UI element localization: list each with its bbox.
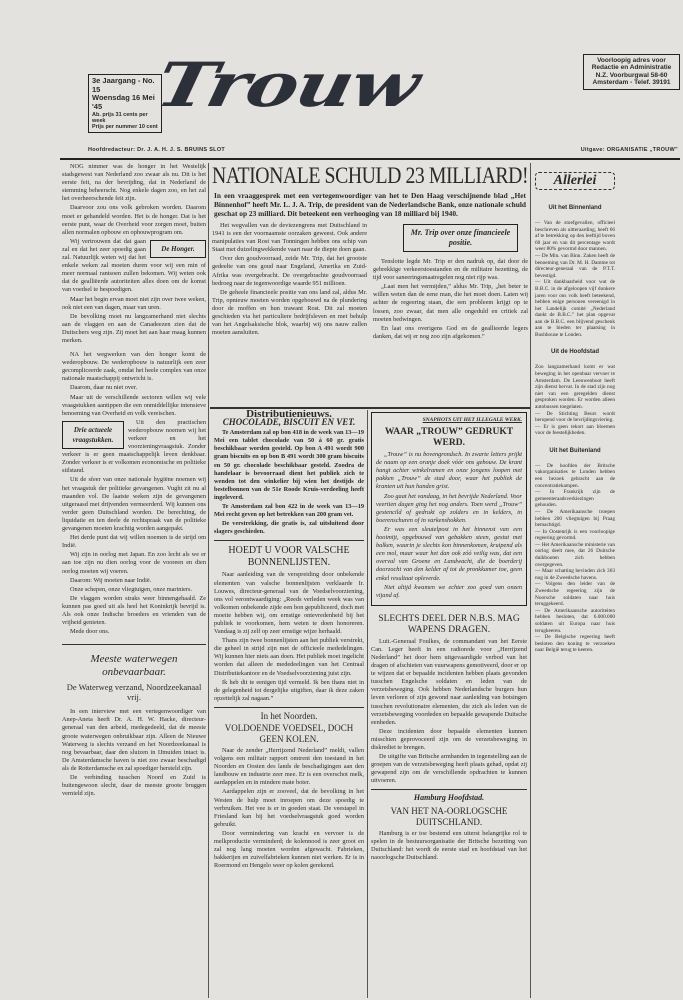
paragraph: Uit de sfeer van onze nationale hygiëne noemen wij het vraagstuk der politieke gevangenen. Vught zit nu al maanden vol. De laatste weken zijn de gevangenen uitgeraasd met drijvenden vermeerderd. Wij kunnen ons verder geen Duitschland worden. De berechting, de liquidatie en ten deele de rechtspraak van de politieke gevangenen moeten krachtig worden aangepakt. [62, 476, 206, 533]
right-middle-column [371, 412, 527, 998]
section-buitenland: Uit het Buitenland [549, 447, 601, 454]
column-rule [367, 410, 368, 998]
section-rule [210, 407, 530, 409]
address-line: Redactie en Administratie [591, 64, 672, 72]
main-headline: NATIONALE SCHULD 23 MILLIARD! [212, 163, 528, 188]
paragraph: Te Amsterdam zal op bon 418 in de week van 13—19 Mei een tablet chocolade van 50 à 60 gr. gratis beschikbaar worden gesteld. Op bon A 491 wordt 900 gram biscuits en op bon B 491 wordt 300 gram biscuits en 50 gr. chocolade beschikbaar gesteld. Zoodra de handelaar is bevoorraad dient het publiek zich te wenden tot den winkelier bij wien het destijds de bestelbonnen van de 51e Roode Kruis-verdeeling heeft ingeleverd. [214, 429, 364, 501]
paragraph: De verstrekking, die gratis is, zal uitsluitend door slagers geschieden. [214, 520, 364, 536]
hamburg-headline: VAN HET NA-OORLOGSCHE DUITSCHLAND. [390, 805, 508, 827]
address-box [583, 54, 680, 90]
issue-info-box [88, 74, 162, 133]
paragraph: NA het wegwerken van den honger komt de wederopbouw. De wederopbouw is natuurlijk een zeer gecompliceerde zaak, omdat het heele complex van onze nationale maatschappij ontwricht is. [62, 351, 206, 383]
column-rule [208, 163, 209, 998]
publisher-credit: Uitgave: ORGANISATIE „TROUW” [580, 147, 678, 153]
headline-waterwegen: Meeste waterwegen onbevaarbaar. [90, 653, 178, 679]
snapshot-headline: WAAR „TROUW” GEDRUKT WERD. [384, 427, 514, 449]
paragraph: Hamburg is er toe bestemd een uiterst belangrijke rol te spelen in de bestuursorganisatie der Britsche bezetting van Duitschland: het wordt de eerste stad en hoofdstad van het naoorlogsche Duitschland. [371, 829, 527, 861]
newspaper-logo: Trouw [149, 50, 425, 121]
paragraph: — De hoofden der Britsche vakorganisaties te Londen hebben een bezoek gebracht aan de concentratiekampen. — In Frankrijk zijn de gemeenteraadsverkiezingen gehouden. — De Amerikaansche troepen hebben 200 vliegtuigen bij Praag bemachtigd. — In Oostenrijk is een voorloopige regeering gevormd. — Het Amerikaansche ministerie van oorlog deelt mee, dat 26 Duitsche duikbooten zich hebben overgegeven. — Maar schatting bevinden zich 303 nog in de Zweedsche havens. — Volgens den leider van de Zweedsche regeering zijn de Noorsche soldaten naar huis teruggekeerd. — De Amerikaansche autoriteiten hebben besloten, dat 6.000.000 soldaten uit Europa naar huis terugkeeren. — De Belgische regeering heeft besloten den koning te verzoeken naar België terug te keeren. [535, 462, 615, 654]
main-article [212, 163, 528, 406]
paragraph: Over den goudvoorraad, zeide Mr. Trip, dat het grootste gedeelte van ons goud naar Engeland, Amerika en Zuid-Afrika was overgebracht. De overgebrachte goudvoorraad bedroeg naar de tegenwoordige waarde 951 millioen. [212, 255, 367, 287]
paragraph: Te Amsterdam zal bon 422 in de week van 13—19 Mei recht geven op het betrekken van 200 gram vet. [214, 503, 364, 519]
issue-number: 3e Jaargang - No. 15 [92, 76, 155, 94]
paragraph: Er was een sleutelpost in het binnenst van een hooimijt, opgebouwd van gebakken steen, gestut met balken, waarin je slechts kon binnenkomen, kruipend als een mol, maar waar het dan ook zóó veilig was, dat een overval van Groene en Landwacht, die de boerderij doorzocht van den kelder af tot de pronkkamer toe, geen enkel resultaat opleverde. [376, 525, 522, 582]
paragraph: In een interview met een vertegenwoordiger van Anep-Aneta heeft Dr. A. H. W. Hacke, directeur-generaal van den arbeid, medegedeeld, dat de meeste groote waterwegen onbruikbaar zijn. Alleen de Nieuwe Waterweg is slechts verzand en het Noordzeekanaal is nog bevaarbaar, daar den sluizen in IJmuiden intact is. De Amsterdamsche haven is niet zoo zwaar beschadigd als de Rotterdamsche en zal spoediger hersteld zijn. [62, 708, 206, 772]
main-headline-wrap [212, 163, 528, 189]
valsche-headline: HOEDT U VOOR VALSCHE BONNENLIJSTEN. [228, 545, 350, 569]
paragraph: Daarvoor zou ons volk gebroken worden. Daarom moet er gehandeld worden. Het is de honger. Dat is het eerste punt, waar de Overheid voor zorgen moet, buiten allen normalen opbouw en ophouwprogram om. [62, 204, 206, 236]
paragraph: De verbinding tusschen Noord en Zuid is buitengewoon slecht, daar de meeste groote bruggen vernield zijn. [62, 774, 206, 798]
paragraph: „Trouw” is nu bovengrondsch. In zwarte letters prijkt de naam op een oranje doek vóór ons gebouw. De krant hangt achter winkelramen en onze jongens loopen met pakken „Trouw” de stad door, waar het publiek de kranten uit hun handen grist. [376, 451, 522, 491]
paragraph: Maar het begin ervan moet niet zijn over twee weken, ook niet een van dagen, maar van uren. [62, 295, 206, 311]
snapshot-box [371, 412, 527, 606]
address-line: Voorloopig adres voor [597, 57, 666, 64]
editorial-column [62, 163, 206, 998]
paragraph: De bevolking moet nu langzamerhand niet slechts aan de vlaggen en aan de Canadeezen zien dat de Duitschers weg zijn. Zij moet het aan haar maag kunnen merken. [62, 312, 206, 344]
paragraph: Naar de zender „Herrijzend Nederland” meldt, vallen volgens een militair rapport omtrent den toestand in het Noorden en Oosten des lands de beschadigingen aan den landbouw en industrie zeer mee. Er is een overschot melk, aardappelen en in mindere mate boter. [214, 747, 364, 787]
divider [371, 789, 527, 790]
paragraph: „Laat men het vermijden,” aldus Mr. Trip, „het beter te willen weten dan de eene man, die het moet doen. Laten wij achter de regeering staan, die een probleem krijgt op te lossen, zoo zwaar, dat men alle ongeduld en critiek zal moeten bedwingen. [373, 283, 528, 323]
paragraph: En laat ons overigens God en de geallieerde legers danken, dat wij er nog zoo zijn afgekomen.” [373, 324, 528, 340]
main-article-col1 [212, 222, 367, 406]
issue-date: Woensdag 16 Mei '45 [92, 93, 155, 111]
paragraph: Zoo gaat het vandaag, in het bevrijde Nederland. Voor veertien dagen ging het nog anders. Toen werd „Trouw” gestencild of gedrukt op zolders en in kelders, in boerenschuren of in varkenshokken. [376, 492, 522, 524]
paragraph: Door vermindering van kracht en vervoer is de melkproductie verminderd; de kolennood is zeer groot en zal nog lang moeten worden afgewacht. Fabrieken, bakkerijen en zuivelfabrieken kunnen niet werken. Er is in Roermond en Hengelo weer op kolen gerekend. [214, 829, 364, 870]
callout-vraagstukken: Drie actueele vraagstukken. [62, 421, 124, 449]
address-line: N.Z. Voorburgwal 58-60 [595, 71, 668, 79]
paragraph: Tenslotte legde Mr. Trip er den nadruk op, dat door de gebrekkige verkeerstoestanden en de militaire bezetting, de tijd voor saneeringsmaatregelen nog niet rijp was. [373, 258, 528, 282]
paragraph: Mede door ons. [70, 628, 110, 636]
snapshot-label: SNAPHOTS UIT HET ILLEGALE WERK. [422, 417, 522, 423]
subscription-price: Ab. prijs 31 cents per week [92, 111, 148, 124]
distributie-subheadline: CHOCOLADE, BISCUIT EN VET. [222, 417, 356, 428]
paragraph: NOG nimmer was de honger in het Westelijk stadsgewest van Nederland zoo zwaar als nu. Dit is het eerste feit, na der bevrijding, dat in Nederland de stemming beheerscht. Nog enkele dagen zoo, en het zal het overheerschende feit zijn. [62, 163, 206, 203]
section-binnenland: Uit het Binnenland [548, 204, 602, 211]
hamburg-label: Hamburg Hoofdstad. [413, 793, 485, 803]
paragraph: Zoo langzamerhand komt er wat beweging in het openbaar vervoer te Amsterdam. De Leeuwenboot heeft zijn dienst hervat. In de stad zijn nog niet van een geregelden dienst gesproken worden. Er worden alleen autobussen toegelaten. — De Stichting Beurs wordt heropend voor de bevrijdingsviering. — Er is geen tekort aan bloemen voor de feestelijkheden. [535, 364, 615, 437]
paragraph: Luit.-Generaal Foulkes, de commandant van het Eerste Can. Leger heeft in een radiorede voor „Herrijzend Nederland” het door hem uitgevaardigde verbod van het dragen of afschieten van vuurwapens gemotiveerd, door er op te wijzen dat er bepaalde incidenten hebben plaats gevonden tusschen Engelsche soldaten en leden van de verzetsbeweging. Ook hebben Nederlandsche burgers hun leven verloren of zijn gewond naar aanleiding van botsingen tusschen revolutionaire elementen, die zich als leden van de verzetsbeweging voordeden en bepaalde gewapende Duitsche eenheden. [371, 637, 527, 726]
paragraph: Maar uit de verschillende sectoren willen wij vele vraagstukken aantippen die een onmiddellijke intensieve benoeming van Overheid en volk vereischen. [62, 393, 206, 417]
paragraph: Wij zijn in oorlog met Japan. En zoo lecht als we er aan toe zijn nu dien oorlog voor de vooreen en dien oorlog moeten wij voeren. [62, 551, 206, 575]
noorden-subheadline: VOLDOENDE VOEDSEL, DOCH GEEN KOLEN. [224, 723, 354, 744]
paragraph: Thans zijn twee bonnenlijsten aan het publiek verstrekt, die geheel in strijd zijn met de officieele mededelingen. Wij kunnen hier niets aan doen. Het publiek moet ingelicht worden dat alleen de mededeelingen van het Centraal Distributiekantoor en de Voedselvoorziening juist zijn. [214, 637, 364, 677]
editor-credit: Hoofdredacteur: Dr. J. A. H. J. S. BRUINS SLOT [88, 147, 226, 153]
paragraph: Naar aanleiding van de verspreiding door onbekende elementen van valsche bonnenlijsten verklaarde Ir. Louwes, directeur-generaal van de Voedselvoorziening, ons vol verontwaardiging: „Reeds verleden week was van volkomen onbekende zijde een bon gepubliceerd, doch met moeite hebben wij, om ernstige ontevredenheid bij het publiek te voorkomen, hem weten te doen honoreren. Vandaag is zij zelf op zeer ernstige wijze herhaald. [214, 571, 364, 636]
section-hoofdstad: Uit de Hoofdstad [551, 349, 599, 356]
divider [214, 540, 364, 541]
masthead-rule [60, 158, 680, 160]
paragraph: Daarom, daar nu niet over. [70, 384, 138, 392]
paragraph: Wij vertrouwen dat dat gaan zal en dat het zeer spoedig gaan zal. Natuurlijk weten wij dat het enkele weken zal moeten duren voor wij een min of meer normaal rantsoen zullen bekomen. Wij weten ook dat de gealliëerde autoriteiten alles doen om de komst van voedsel te bespoedigen. [62, 237, 206, 294]
paragraph: Niet altijd kwamen we echter zoo goed van onzen vijand af. [376, 583, 522, 599]
main-article-col2 [373, 222, 528, 406]
paragraph: De vlaggen worden straks weer binnengehaald. Ze kunnen pas goed uit als heel het Koninkrijk bevrijd is. Als ook onze Indische broeders en vrienden van de vrijheid genieten. [62, 594, 206, 627]
paragraph: Uit den practischen wederopbouw noemen wij het verkeer en het voorzieningvraagstuk. Zonder verkeer is er geen maatschappelijk leven denkbaar. Zonder verkeer is er volkomen economische en politieke stilstand. [62, 418, 206, 475]
paragraph: Het derde punt dat wij willen noemen is de strijd om Indië. [62, 534, 206, 550]
paragraph: Onze schepen, onze vliegtuigen, onze mariniers. [70, 585, 193, 593]
main-lead: In een vraaggesprek met een vertegenwoordiger van het te Den Haag verschijnende blad „Het Binnenhof” heeft Mr. L. J. A. Trip, de president van de Nederlandsche Bank, onze nationale schuld geschat op 23 milliard. Dit beteekent een verhooging van 18 milliard bij 1940. [214, 191, 526, 218]
paragraph: De uitgifte van Britsche armbanden in tegenstelling aan de groepen van de verzetsbeweging heeft plaats gehad, opdat zij gewapend zijn om de verschillende opdrachten te kunnen uitvoeren. [371, 753, 527, 785]
paragraph: De geheele financieele positie van ons land zal, aldus Mr. Trip, opnieuw moeten worden opgebouwd na de plundering door de moffen en hun trawant Rost. Dit zal moeten geschieden via het particuliere bedrijfsleven en met behulp van het Angelsaksische blok, waarbij wij ons nauw zullen moeten aansluiten. [212, 288, 367, 337]
callout-trip: Mr. Trip over onze financieele positie. [403, 224, 518, 252]
divider [214, 707, 364, 708]
single-price: Prijs per nummer 10 cent [92, 124, 158, 131]
paragraph: Deze incidenten door bepaalde elementen kunnen misschien geprovoceerd zijn om de verzetsbeweging in diskrediet te brengen. [371, 727, 527, 751]
nbs-headline: SLECHTS DEEL DER N.B.S. MAG WAPENS DRAGEN. [378, 613, 520, 635]
paragraph: Het wegvallen van de deviezengrens met Duitschland in 1941 is een der voornaamste oorzaken geweest. Ook andere manipulaties van Rost van Tonningen hebben ons schip van Staat met duizelingwekkende vaart naar de diepte doen gaan. [212, 222, 367, 254]
callout-honger: De Honger. [150, 240, 206, 258]
divider [62, 644, 206, 645]
distributie-headline: Distributienieuws. [246, 410, 332, 420]
allerlei-title: Allerlei [535, 172, 615, 191]
paragraph: — Van de stoefgevallen, officieel beschreven als uitteraarding, heeft 66 af te betrekking op den leeftijd boven 60 jaar en van dit percentage wordt weer 80% gevormd door mannen. — De Min. van Binn. Zaken heeft de benoeming van Dr. M. H. Damme tot directeur-generaal van de P.T.T. bevestigd. — Uit dankbaarheid voor wat de B.B.C. in de afgeloopen vijf donkere jaren voor ons volk heeft beteekend, hebben enige personen vereenigd in het Landelijk comité „Nederland dankt de B.B.C.” het plan opgevat aan de B.B.C. een blijvend geschenk aan te bieden ter plaatsing in Bushhouse te Londen. [535, 219, 615, 339]
middle-column [214, 410, 364, 998]
address-line: Amsterdam - Telef. 39191 [592, 79, 671, 87]
allerlei-column [535, 165, 615, 998]
paragraph: Aardappelen zijn er zooveel, dat de bevolking in het Westen de hulp moet inroepen om deze spoedig te verbruiken. Het vee is er in goeden staat. De veestapel in Friesland kan bij het voedselvraagstuk goed worden gebruikt. [214, 788, 364, 828]
paragraph: Ik heb dit te eenigen tijd vermeld. Ik ben thans niet in de gelegenheid tot dergelijke uitgiften, daar ik deze zaken opzettelijk zal nagaan.” [214, 678, 364, 702]
noorden-headline: In het Noorden. [260, 710, 318, 721]
column-rule [530, 163, 531, 998]
main-article-columns [212, 222, 528, 406]
paragraph: Daarom: Wij moeten naar Indië. [70, 576, 152, 584]
subheadline-waterweg: De Waterweg verzand, Noordzeekanaal vrij. [66, 682, 202, 703]
